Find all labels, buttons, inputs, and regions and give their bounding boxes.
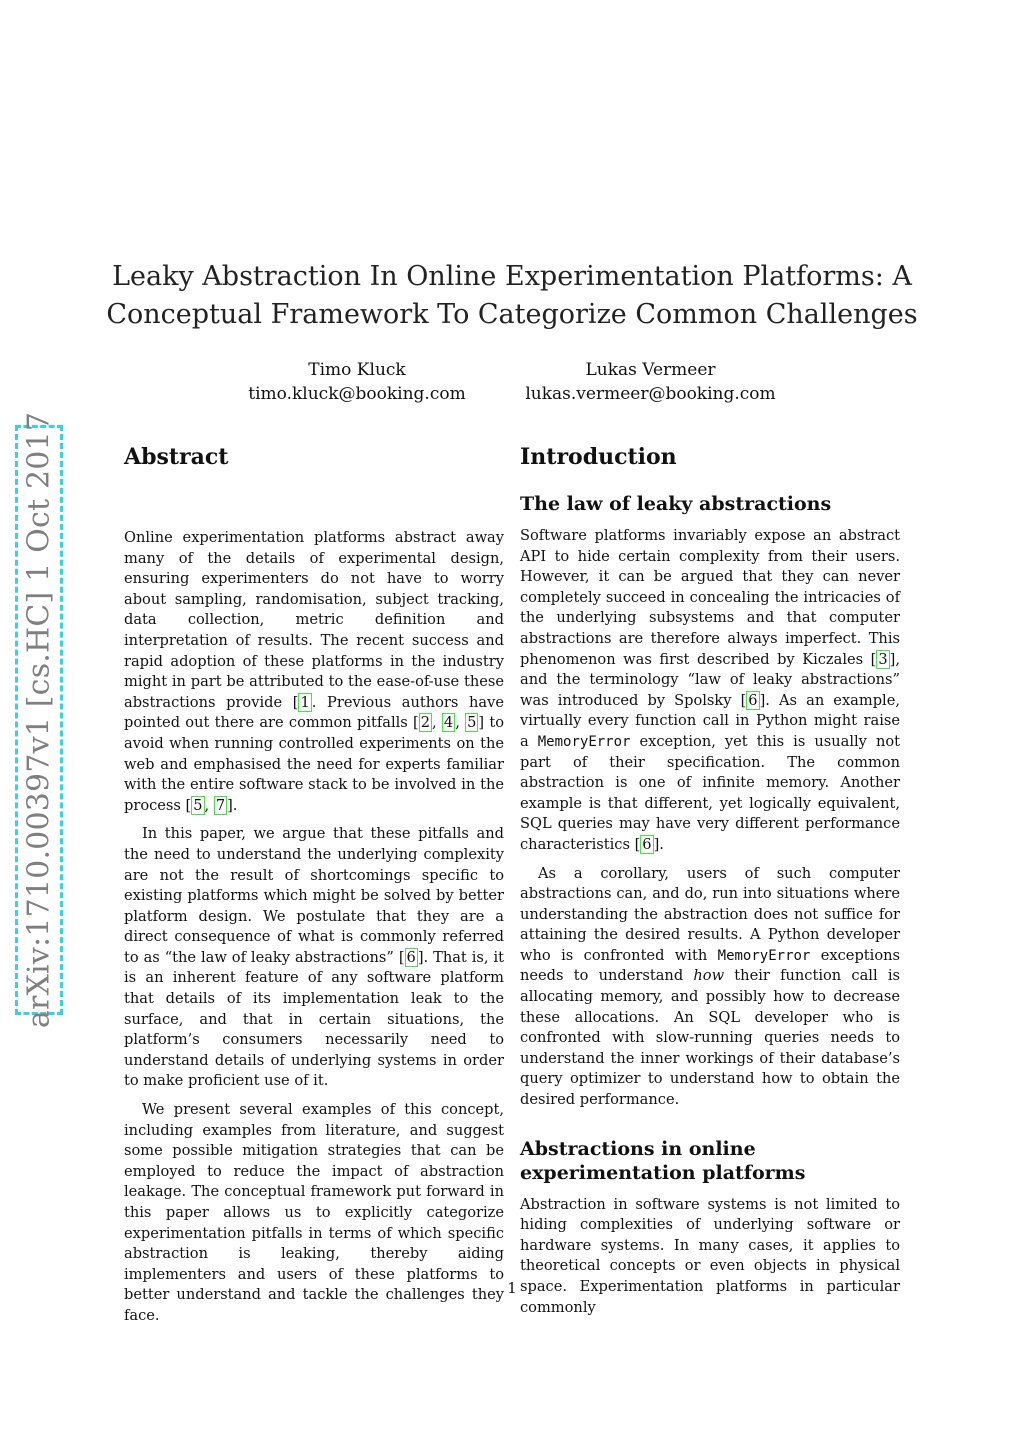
abstract-paragraph-3: We present several examples of this concept, including examples from literature, and suggest some possible mitigation strategies that can be employed to reduce the impact of abstraction leakage. The conceptual framework put forward in this paper allows us to explicitly categorize experimentation pitfalls in terms of which specific abstraction is leaking, thereby aiding implementers and users of these platforms to better understand and tackle the challenges they face. bbox=[124, 1101, 504, 1324]
abstract-paragraph-1: Online experimentation platforms abstract away many of the details of experimental design, ensuring experimenters do not have to worry about sampling, randomisation, subject tracking, data collection, metric definition and interpretation of results. The recent success and rapid adoption of these platforms in the industry might in part be attributed to the ease-of-use these abstractions provide [ 1 . Previous authors have pointed out there are common pitfalls [ 2 , 4 , 5 ] to avoid when running controlled experiments on the web and emphasised the need for experts familiar with the entire software stack to be involved in the process [ 5 , 7 ]. bbox=[124, 529, 504, 814]
title-line-1: Leaky Abstraction In Online Experimentation Platforms: A bbox=[112, 261, 912, 292]
citation-link[interactable]: 3 bbox=[878, 650, 888, 668]
citation-link[interactable]: 7 bbox=[215, 796, 226, 814]
citation-link[interactable]: 6 bbox=[642, 835, 652, 853]
author-name: Timo Kluck bbox=[308, 360, 406, 380]
author-name: Lukas Vermeer bbox=[585, 360, 716, 380]
abstract-heading: Abstract bbox=[124, 444, 229, 470]
left-column bbox=[124, 442, 504, 1335]
intro-paragraph-2: As a corollary, users of such computer abstractions can, and do, run into situations where understanding the abstraction does not suffice for attaining the desired results. A Python developer who is confronted with MemoryError exceptions needs to understand how their function call is allocating memory, and possibly how to decrease these allocations. An SQL developer who is confronted with slow-running queries needs to understand the inner workings of their database’s query optimizer to understand how to obtain the desired performance. bbox=[520, 864, 900, 1109]
paper-title bbox=[100, 258, 924, 334]
title-line-2: Conceptual Framework To Categorize Common Challenges bbox=[106, 299, 918, 330]
citation-link[interactable]: 4 bbox=[443, 714, 454, 732]
author-email: lukas.vermeer@booking.com bbox=[525, 384, 776, 404]
emphasis: how bbox=[693, 967, 725, 985]
subsection-heading: The law of leaky abstractions bbox=[520, 493, 832, 515]
arxiv-id: arXiv:1710.00397v1 [cs.HC] 1 Oct 2017 bbox=[21, 411, 57, 1029]
citation-link[interactable]: 6 bbox=[748, 691, 758, 709]
abstract-paragraph-2: In this paper, we argue that these pitfalls and the need to understand the underlying complexity are not the result of shortcomings specific to existing platforms which might be solved by better platform design. We postulate that they are a direct consequence of what is commonly referred to as “the law of leaky abstractions” [ 6 ]. That is, it is an inherent feature of any software platform that details of its implementation leak to the surface, and that in certain situations, the platform’s consumers necessarily need to understand details of underlying systems in order to make proficient use of it. bbox=[124, 825, 504, 1090]
arxiv-stamp bbox=[15, 411, 63, 1029]
page-number: 1 bbox=[507, 1279, 517, 1297]
right-column bbox=[520, 442, 900, 1326]
code-inline: MemoryError bbox=[717, 947, 811, 964]
citation-link[interactable]: 5 bbox=[467, 714, 477, 732]
author-email: timo.kluck@booking.com bbox=[248, 384, 466, 404]
author-2 bbox=[518, 358, 783, 406]
introduction-heading: Introduction bbox=[520, 444, 677, 470]
citation-link[interactable]: 5 bbox=[193, 796, 203, 814]
author-1 bbox=[232, 358, 482, 406]
citation-link[interactable]: 1 bbox=[300, 693, 310, 711]
code-inline: MemoryError bbox=[537, 733, 631, 750]
subsection-heading: Abstractions in online experimentation platforms bbox=[520, 1137, 806, 1184]
citation-link[interactable]: 2 bbox=[420, 714, 431, 732]
citation-link[interactable]: 6 bbox=[406, 948, 416, 966]
intro-paragraph-1: Software platforms invariably expose an abstract API to hide certain complexity from their users. However, it can be argued that they can never completely succeed in concealing the intricacies of the underlying subsystems and that computer abstractions are therefore always imperfect. This phenomenon was first described by Kiczales [ 3 ], and the terminology “law of leaky abstractions” was introduced by Spolsky [ 6 ]. As an example, virtually every function call in Python might raise a MemoryError exception, yet this is usually not part of their specification. The common abstraction is one of infinite memory. Another example is that different, yet logically equivalent, SQL queries may have very different performance characteristics [ 6 ]. bbox=[520, 527, 901, 853]
intro-paragraph-3: Abstraction in software systems is not limited to hiding complexities of underlying software or hardware systems. In many cases, it applies to theoretical concepts or even objects in physical space. Experimentation platforms in particular commonly bbox=[520, 1195, 900, 1316]
